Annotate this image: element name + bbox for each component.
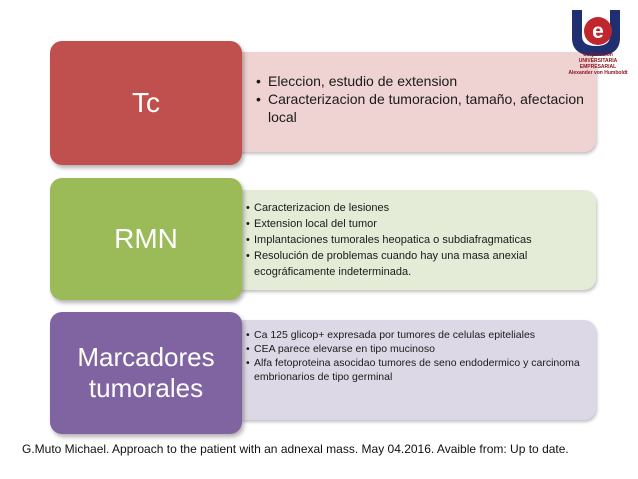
citation-text: G.Muto Michael. Approach to the patient with an adnexal mass. May 04.2016. Avaible from: Up to date. <box>22 442 569 456</box>
tc-detail-panel <box>232 52 596 152</box>
rmn-item: • Implantaciones tumorales heopatica o subdiafragmaticas <box>246 232 591 248</box>
logo-line-3: Alexander von Humboldt <box>568 70 628 76</box>
tc-label-box <box>50 41 242 165</box>
marcadores-item: • Alfa fetoproteina asocidao tumores de seno endodermico y carcinoma embrionarios de tipo germinal <box>246 356 581 384</box>
logo-caption <box>560 52 636 76</box>
tc-item: • Caracterizacion de tumoracion, tamaño, afectacion local <box>256 90 586 126</box>
logo-line-2: UNIVERSITARIA EMPRESARIAL <box>578 58 618 70</box>
logo-line-1: Corporación <box>583 52 613 58</box>
tc-label: Tc <box>132 87 160 119</box>
rmn-item: • Resolución de problemas cuando hay una masa anexial ecográficamente indeterminada. <box>246 248 591 280</box>
marcadores-item: • CEA parece elevarse en tipo mucinoso <box>246 342 581 356</box>
rmn-label-box <box>50 178 242 300</box>
rmn-item: • Caracterizacion de lesiones <box>246 200 591 216</box>
tc-item: • Eleccion, estudio de extension <box>256 72 586 90</box>
rmn-label: RMN <box>114 223 178 255</box>
svg-text:e: e <box>592 20 604 43</box>
marcadores-label: Marcadores tumorales <box>77 342 215 403</box>
marcadores-label-box <box>50 312 242 434</box>
rmn-item: • Extension local del tumor <box>246 216 591 232</box>
marcadores-item: • Ca 125 glicop+ expresada por tumores de celulas epiteliales <box>246 328 581 342</box>
marcadores-detail-panel <box>232 320 596 420</box>
rmn-detail-panel <box>232 190 596 290</box>
